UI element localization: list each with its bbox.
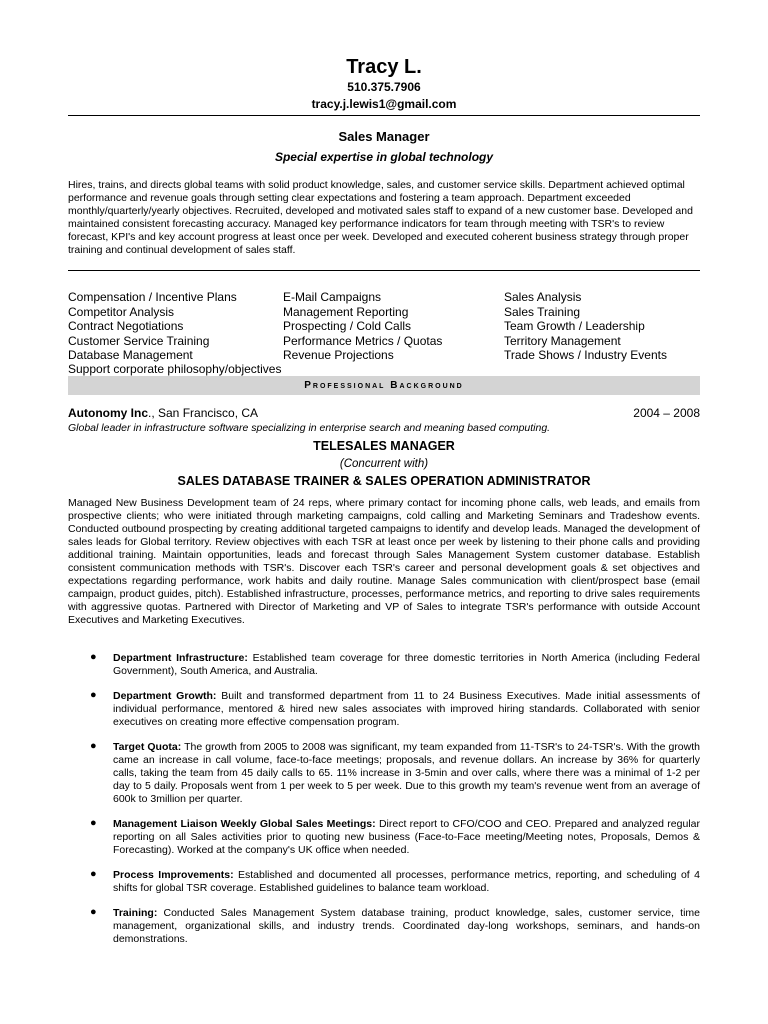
list-item [90, 818, 700, 857]
skill-item: Database Management [68, 348, 193, 362]
bullet-icon: ● [90, 817, 97, 829]
list-item [90, 741, 700, 806]
skills-column-1 [68, 290, 237, 363]
list-item [90, 690, 700, 729]
skill-item: Management Reporting [283, 304, 409, 319]
skill-item: Trade Shows / Industry Events [504, 348, 667, 362]
achievement-list [90, 652, 700, 958]
skill-item: Team Growth / Leadership [504, 319, 645, 333]
skill-item: Performance Metrics / Quotas [283, 333, 443, 348]
role-concurrent-note: (Concurrent with) [339, 458, 429, 470]
company-location: ., San Francisco, CA [148, 406, 259, 420]
bullet-icon: ● [90, 740, 97, 752]
skills-column-3 [504, 290, 667, 363]
bullet-text: Direct report to CFO/COO and CEO. Prepared and analyzed regular reporting on all Sales activities prior to quoting new business (Face-to-Face meeting/Meeting notes, Proposals, Demos & Forecasting). Worked at the company's UK office when needed. [113, 818, 700, 856]
bullet-label: Target Quota: [113, 741, 182, 753]
summary-divider [68, 270, 700, 271]
skill-item-extra: Support corporate philosophy/objectives [68, 362, 282, 376]
objective-subtitle: Special expertise in global technology [274, 150, 494, 164]
phone-number: 510.375.7906 [347, 80, 421, 94]
skill-item: Prospecting / Cold Calls [283, 319, 412, 333]
bullet-label: Training: [113, 907, 158, 919]
skill-item: Territory Management [504, 333, 621, 348]
skill-item: Competitor Analysis [68, 304, 175, 319]
skills-column-2 [283, 290, 442, 363]
header-divider [68, 115, 700, 116]
bullet-label: Department Infrastructure: [113, 652, 248, 664]
skill-item: Sales Analysis [504, 290, 582, 304]
skill-item: Sales Training [504, 304, 581, 319]
bullet-label: Management Liaison Weekly Global Sales Meetings: [113, 818, 376, 830]
bullet-label: Department Growth: [113, 690, 217, 702]
bullet-label: Process Improvements: [113, 869, 234, 881]
section-header-professional-background: Professional Background [68, 376, 700, 395]
bullet-text: Established and documented all processes, performance metrics, reporting, and scheduling of 4 shifts for global TSR coverage. Established guidelines to balance team workload. [113, 869, 700, 894]
skill-item: Compensation / Incentive Plans [68, 290, 237, 304]
job-description: Managed New Business Development team of 24 reps, where primary contact for incoming phone calls, web leads, and emails from prospective clients; who were initiated through marketing campaigns, cold calling and Marketing Seminars and Tradeshow events. Conducted outbound prospecting by creating additional targeted campaigns to identify and develop leads. Managed the development of sales leads for Global territory. Review objectives with each TSR at least once per week by listening to their phone calls and providing additional training. Maintain opportunities, leads and forecast through Sales Management System customer database. Establish consistent communication methods with TSR's. Discover each TSR's career and personal development goals & set objectives and expectations regarding performance, work habits and daily routine. Manage Sales communication with client/prospect base (email campaign, product guides, pitch). Established infrastructure, processes, performance metrics, and reporting to drive sales requirements with aggressive quotas. Partnered with Director of Marketing and VP of Sales to integrate TSR's performance with outside Account Executives and Marketing Executives. [68, 497, 700, 626]
bullet-text: Conducted Sales Management System database training, product knowledge, sales, customer service, time management, organizational skills, and industry trends. Coordinated day-long workshops, seminars, and hands-on demonstrations. [113, 907, 700, 945]
skill-item: Revenue Projections [283, 348, 394, 362]
list-item [90, 869, 700, 895]
bullet-text: Built and transformed department from 11 to 24 Business Executives. Made initial assessments of individual performance, mentored & hired new sales associates with improved hiring standards. Collaborated with senior executives on creating more effective compensation program. [113, 690, 700, 728]
list-item [90, 652, 700, 678]
candidate-name: Tracy L. [346, 56, 422, 78]
skill-item: Contract Negotiations [68, 319, 184, 333]
summary-paragraph: Hires, trains, and directs global teams with solid product knowledge, sales, and customer service skills. Department achieved optimal performance and revenue goals through setting clear expectations and fostering a team approach. Department exceeded monthly/quarterly/yearly objectives. Recruited, developed and motivated sales staff to expand of a new customer base. Developed and maintained consistent forecasting accuracy. Managed key performance indicators for team through meeting with TSR's to review forecast, KPI's and key account progress at least once per week. Developed and executed coherent business strategy through proper training and continual development of sales staff. [68, 179, 693, 256]
skill-item: E-Mail Campaigns [283, 290, 382, 304]
company-name: Autonomy Inc [68, 406, 148, 420]
bullet-icon: ● [90, 651, 97, 663]
bullet-icon: ● [90, 689, 97, 701]
bullet-text: Established team coverage for three domestic territories in North America (including Federal Government), South America, and Australia. [113, 652, 700, 677]
company-tagline: Global leader in infrastructure software specializing in enterprise search and meaning based computing. [68, 422, 551, 434]
job-objective-title: Sales Manager [338, 129, 430, 144]
employer-line [68, 406, 258, 420]
skill-item: Customer Service Training [68, 333, 210, 348]
role-title-secondary: SALES DATABASE TRAINER & SALES OPERATION ADMINISTRATOR [177, 474, 591, 488]
bullet-icon: ● [90, 906, 97, 918]
bullet-text: The growth from 2005 to 2008 was significant, my team expanded from 11-TSR's to 24-TSR's. With the growth came an increase in call volume, face-to-face meetings; proposals, and revenue dollars. An increase by 36% for quarterly calls, taking the team from 45 daily calls to 65. 11% increase in 3-5min and over calls, where there was a minimal of 1-2 per day to 5 daily. Proposals went from 1 per week to 5 per week. Due to this growth my team's revenue went from an average of 600k to 3million per quarter. [113, 741, 700, 805]
list-item [90, 907, 700, 946]
employment-dates: 2004 – 2008 [633, 406, 700, 420]
email-address: tracy.j.lewis1@gmail.com [311, 97, 457, 111]
role-title-primary: TELESALES MANAGER [313, 439, 455, 453]
bullet-icon: ● [90, 868, 97, 880]
